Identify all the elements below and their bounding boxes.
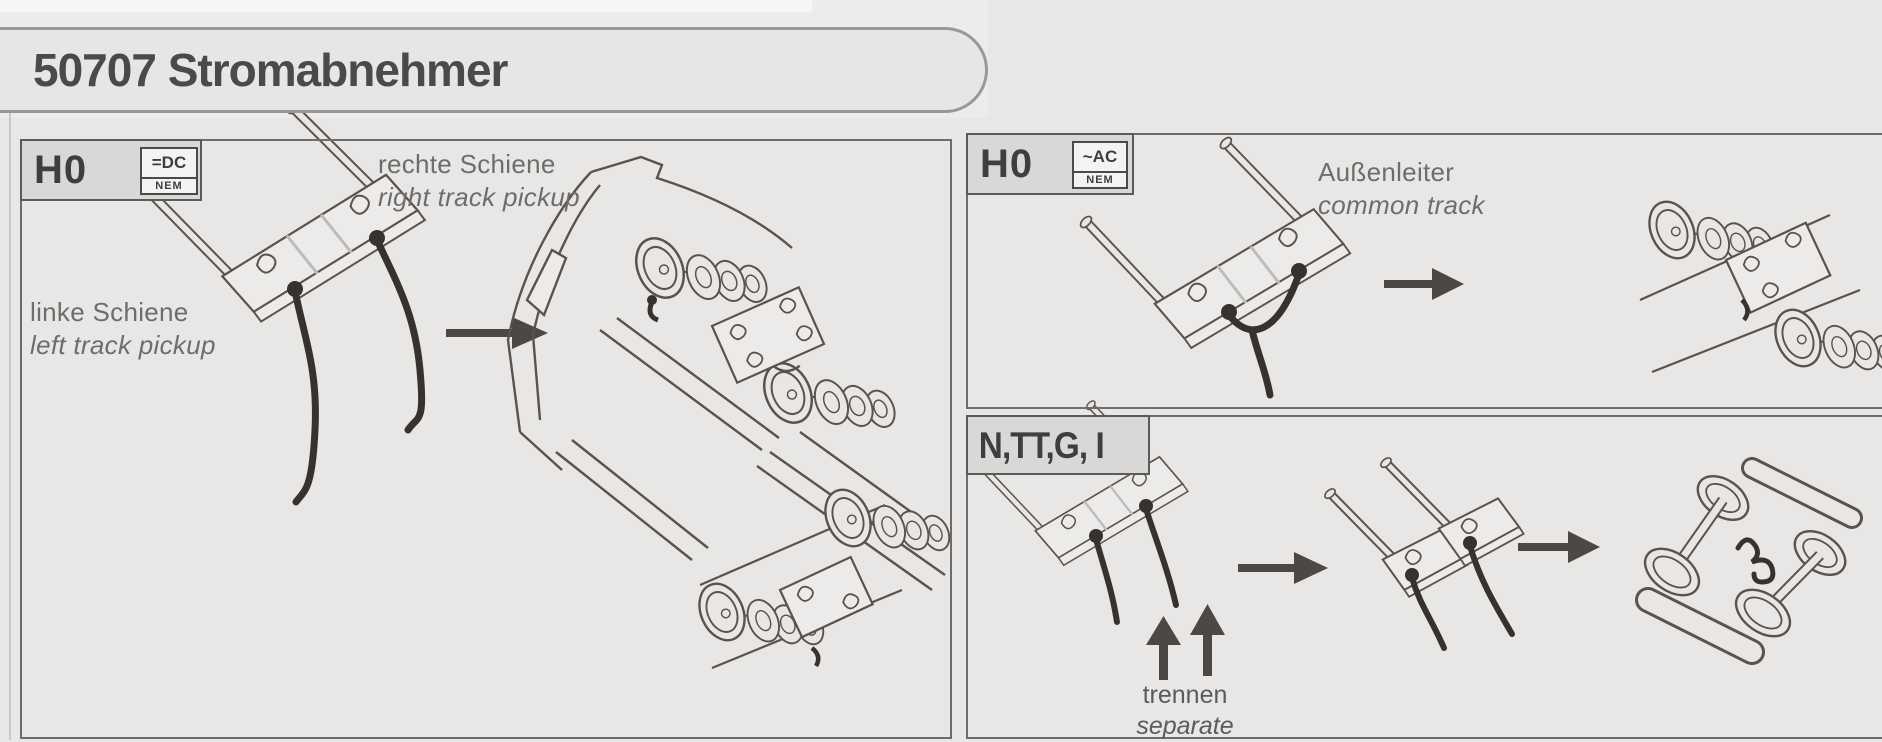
label-en: right track pickup	[378, 182, 580, 212]
scale-badge-h0-dc	[20, 139, 202, 201]
scale-badge-h0-ac	[966, 133, 1134, 195]
current-system-label: =DC	[151, 153, 187, 172]
label-en: separate	[1136, 712, 1234, 740]
scale-label: N,TT,G, I	[978, 424, 1104, 466]
nem-standard-label: NEM	[142, 177, 196, 193]
label-de: trennen	[1142, 681, 1228, 709]
label-en: common track	[1318, 190, 1485, 220]
scale-label: H0	[980, 142, 1034, 186]
label-de: rechte Schiene	[378, 149, 556, 179]
current-system-label: ~AC	[1082, 147, 1118, 166]
label-de: Außenleiter	[1318, 157, 1455, 187]
scale-badge-n-tt-g-i	[966, 415, 1150, 475]
nem-system-box	[1072, 141, 1128, 189]
separate-label	[1100, 680, 1270, 742]
right-track-label	[378, 148, 580, 214]
label-de: linke Schiene	[30, 297, 189, 327]
common-track-label	[1318, 156, 1485, 222]
nem-standard-label: NEM	[1074, 171, 1126, 187]
label-en: left track pickup	[30, 330, 216, 360]
left-track-label	[30, 296, 216, 362]
title-banner	[0, 27, 988, 113]
nem-system-box	[140, 147, 198, 195]
scale-label: H0	[34, 148, 88, 192]
page-title: 50707 Stromabnehmer	[33, 44, 508, 96]
panel-h0-dc	[20, 139, 952, 739]
